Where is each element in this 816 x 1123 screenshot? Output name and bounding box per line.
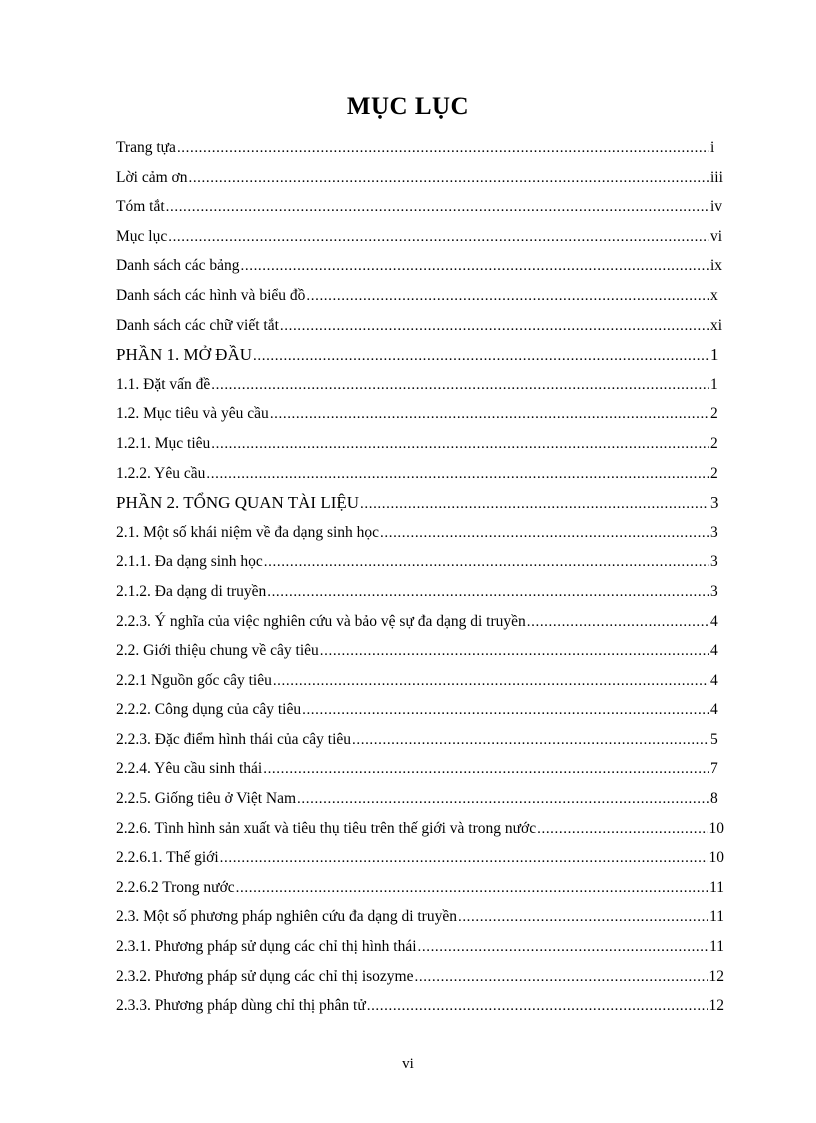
dot-leader (273, 667, 709, 696)
dot-leader (527, 608, 709, 637)
page-number: vi (402, 1056, 414, 1072)
toc-entry[interactable] (116, 133, 724, 163)
toc-entry-label: PHẦN 1. MỞ ĐẦU (116, 345, 253, 365)
dot-leader (415, 963, 708, 992)
toc-entry-label: 2.3.3. Phương pháp dùng chỉ thị phân tử (116, 997, 366, 1015)
toc-entry-page: 2 (710, 464, 718, 482)
dot-leader (360, 490, 709, 518)
toc-entry-label: 2.1.1. Đa dạng sinh học (116, 553, 263, 571)
table-of-contents (116, 133, 724, 1021)
dot-leader (264, 548, 709, 577)
toc-entry[interactable] (116, 251, 724, 281)
dot-leader (211, 371, 709, 400)
toc-entry[interactable] (116, 370, 724, 400)
toc-entry-label: Danh sách các bảng (116, 257, 240, 275)
toc-entry-page: 12 (708, 967, 724, 985)
dot-leader (211, 430, 709, 459)
toc-entry-page: 1 (710, 345, 719, 365)
toc-entry[interactable] (116, 518, 724, 548)
toc-entry-page: 11 (709, 908, 724, 926)
toc-entry[interactable] (116, 962, 724, 992)
toc-entry-label: 2.3. Một số phương pháp nghiên cứu đa dạng di truyền (116, 908, 457, 926)
toc-entry-label: 2.2.5. Giống tiêu ở Việt Nam (116, 790, 297, 808)
toc-part-heading[interactable] (116, 340, 724, 370)
dot-leader (270, 400, 709, 429)
toc-entry-label: 2.2.3. Ý nghĩa của việc nghiên cứu và bảo vệ sự đa dạng di truyền (116, 612, 526, 630)
dot-leader (306, 282, 709, 311)
toc-entry-page: 3 (710, 493, 719, 513)
toc-entry-page: 11 (709, 938, 724, 956)
toc-entry-page: 3 (710, 582, 718, 600)
page-title: MỤC LỤC (346, 93, 470, 120)
toc-entry-page: xi (710, 316, 723, 334)
toc-entry-label: Danh sách các chữ viết tắt (116, 316, 279, 334)
dot-leader (241, 252, 709, 281)
dot-leader (352, 726, 709, 755)
toc-entry-page: 4 (710, 671, 718, 689)
toc-entry-label: 2.2. Giới thiệu chung về cây tiêu (116, 642, 319, 660)
toc-entry-label: 2.2.1 Nguồn gốc cây tiêu (116, 671, 272, 689)
toc-entry-label: 2.2.6.1. Thế giới (116, 849, 219, 867)
toc-entry[interactable] (116, 163, 724, 193)
toc-entry[interactable] (116, 902, 724, 932)
toc-entry[interactable] (116, 192, 724, 222)
toc-entry-label: 2.2.2. Công dụng của cây tiêu (116, 701, 302, 719)
toc-entry-page: 1 (710, 375, 718, 393)
toc-entry[interactable] (116, 399, 724, 429)
toc-entry[interactable] (116, 607, 724, 637)
toc-entry-label: 2.1.2. Đa dạng di truyền (116, 582, 267, 600)
toc-entry-label: 2.2.6. Tình hình sản xuất và tiêu thụ tiêu trên thế giới và trong nước (116, 819, 537, 837)
toc-entry-label: 2.2.3. Đặc điểm hình thái của cây tiêu (116, 730, 352, 748)
toc-entry-label: Danh sách các hình và biểu đồ (116, 286, 306, 304)
toc-entry[interactable] (116, 784, 724, 814)
toc-entry[interactable] (116, 725, 724, 755)
dot-leader (253, 342, 709, 370)
toc-entry-page: 2 (710, 434, 718, 452)
dot-leader (166, 193, 709, 222)
toc-entry-page: 10 (708, 819, 724, 837)
toc-entry-page: 4 (710, 612, 718, 630)
toc-entry-label: 2.1. Một số khái niệm về đa dạng sinh học (116, 523, 380, 541)
toc-entry-page: 11 (709, 878, 724, 896)
dot-leader (380, 519, 709, 548)
toc-entry[interactable] (116, 311, 724, 341)
dot-leader (220, 844, 708, 873)
toc-entry-label: Lời cảm ơn (116, 168, 188, 186)
toc-entry[interactable] (116, 991, 724, 1021)
toc-entry-label: 1.2.1. Mục tiêu (116, 434, 211, 452)
dot-leader (320, 637, 709, 666)
toc-entry-label: PHẦN 2. TỔNG QUAN TÀI LIỆU (116, 493, 360, 513)
toc-entry-page: iii (710, 168, 723, 186)
toc-entry-page: 8 (710, 790, 718, 808)
toc-entry-label: 1.1. Đặt vấn đề (116, 375, 211, 393)
toc-entry-page: 5 (710, 730, 718, 748)
toc-entry-page: 10 (708, 849, 724, 867)
toc-entry-label: Trang tựa (116, 139, 176, 156)
toc-entry-page: 4 (710, 642, 718, 660)
toc-entry[interactable] (116, 459, 724, 489)
toc-entry-label: 2.2.4. Yêu cầu sinh thái (116, 760, 263, 778)
dot-leader (206, 460, 709, 489)
toc-entry-page: 12 (708, 997, 724, 1015)
toc-entry[interactable] (116, 666, 724, 696)
toc-entry-label: 2.3.2. Phương pháp sử dụng các chỉ thị isozyme (116, 967, 414, 985)
dot-leader (168, 223, 709, 252)
dot-leader (188, 164, 709, 193)
toc-entry-page: 7 (710, 760, 718, 778)
toc-entry-page: 3 (710, 523, 718, 541)
toc-entry[interactable] (116, 695, 724, 725)
toc-entry-label: 1.2. Mục tiêu và yêu cầu (116, 405, 269, 423)
toc-entry-page: 3 (710, 553, 718, 571)
toc-entry[interactable] (116, 547, 724, 577)
toc-part-heading[interactable] (116, 488, 724, 518)
dot-leader (177, 134, 709, 163)
toc-entry[interactable] (116, 222, 724, 252)
toc-entry[interactable] (116, 281, 724, 311)
toc-entry[interactable] (116, 814, 724, 844)
dot-leader (263, 755, 709, 784)
toc-entry-label: Mục lục (116, 227, 168, 245)
toc-entry-label: 1.2.2. Yêu cầu (116, 464, 206, 482)
toc-entry-page: vi (710, 227, 723, 245)
toc-entry[interactable] (116, 873, 724, 903)
dot-leader (280, 312, 709, 341)
dot-leader (367, 992, 708, 1021)
toc-entry-page: i (710, 139, 715, 156)
toc-entry-label: 2.2.6.2 Trong nước (116, 878, 235, 896)
toc-entry-page: x (710, 286, 718, 304)
dot-leader (458, 903, 708, 932)
toc-entry[interactable] (116, 636, 724, 666)
toc-entry[interactable] (116, 577, 724, 607)
toc-entry-label: 2.3.1. Phương pháp sử dụng các chỉ thị hình thái (116, 938, 417, 956)
toc-entry[interactable] (116, 429, 724, 459)
dot-leader (302, 696, 709, 725)
toc-entry-page: ix (710, 257, 723, 275)
toc-entry-page: 2 (710, 405, 718, 423)
toc-entry-page: iv (710, 198, 723, 216)
dot-leader (236, 874, 708, 903)
toc-entry[interactable] (116, 932, 724, 962)
dot-leader (418, 933, 709, 962)
toc-entry[interactable] (116, 754, 724, 784)
toc-entry[interactable] (116, 843, 724, 873)
dot-leader (537, 815, 707, 844)
dot-leader (297, 785, 709, 814)
toc-entry-label: Tóm tắt (116, 198, 165, 216)
dot-leader (267, 578, 709, 607)
toc-entry-page: 4 (710, 701, 718, 719)
